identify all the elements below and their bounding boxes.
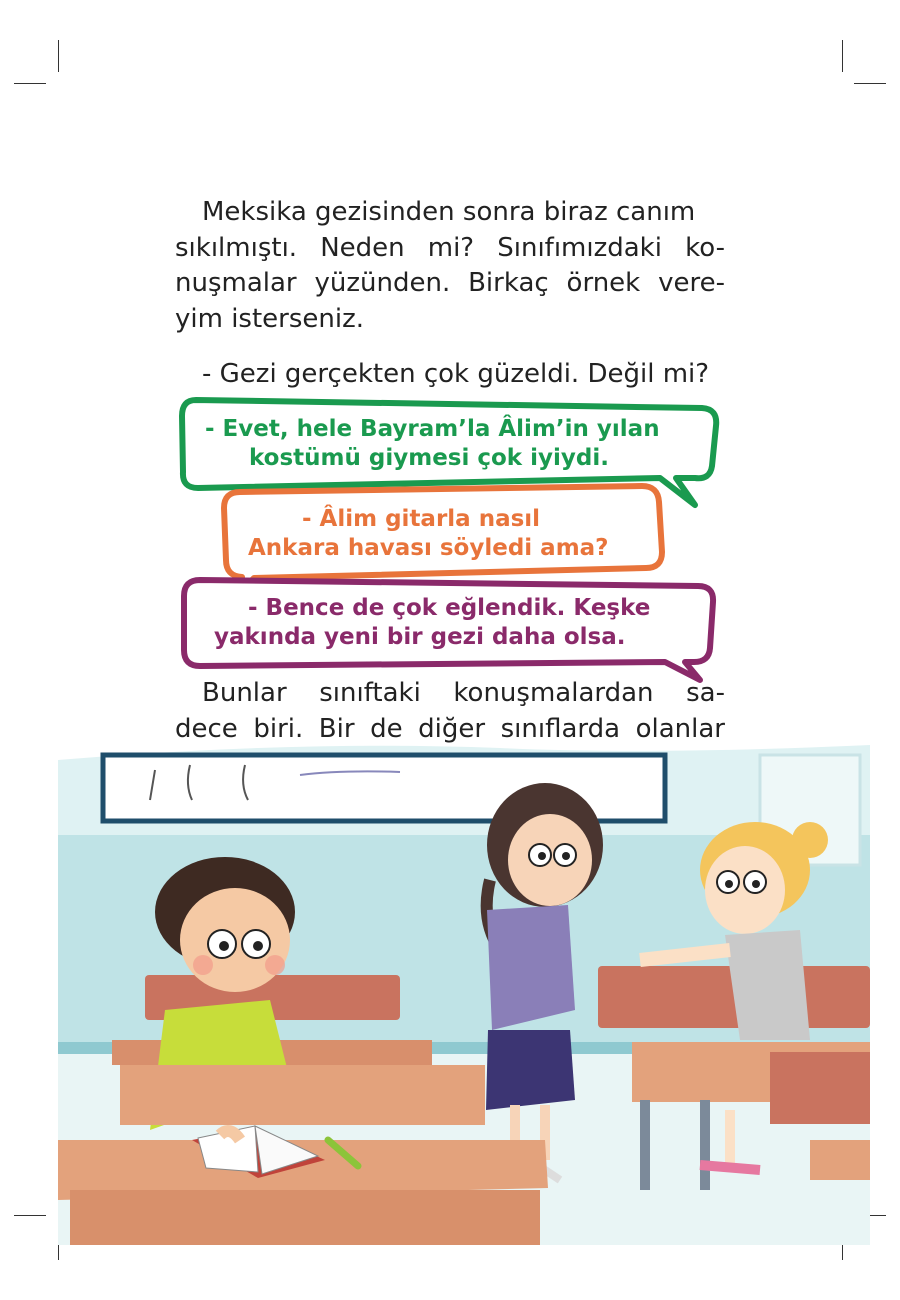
text-line: nuşmalar yüzünden. Birkaç örnek vere-: [175, 268, 725, 298]
text-line: Bunlar sınıftaki konuşmalardan sa-: [202, 678, 725, 708]
text-line: yim isterseniz.: [175, 303, 365, 334]
bubble-line: Ankara havası söyledi ama?: [248, 535, 609, 561]
bubble-line: - Evet, hele Bayram’la Âlim’in yılan: [205, 416, 660, 442]
text-line: dece biri. Bir de diğer sınıflarda olanlar: [175, 713, 725, 744]
bubble-line: kostümü giymesi çok iyiydi.: [249, 445, 609, 471]
bubble-line: - Bence de çok eğlendik. Keşke: [248, 595, 651, 621]
bubble-line: yakında yeni bir gezi daha olsa.: [214, 624, 626, 650]
dialogue-line: - Gezi gerçekten çok güzeldi. Değil mi?: [202, 359, 710, 389]
bubble-line: - Âlim gitarla nasıl: [302, 506, 541, 532]
text-line: sıkılmıştı. Neden mi? Sınıfımızdaki ko-: [175, 232, 725, 263]
text-line: Meksika gezisinden sonra biraz canım: [202, 197, 696, 227]
